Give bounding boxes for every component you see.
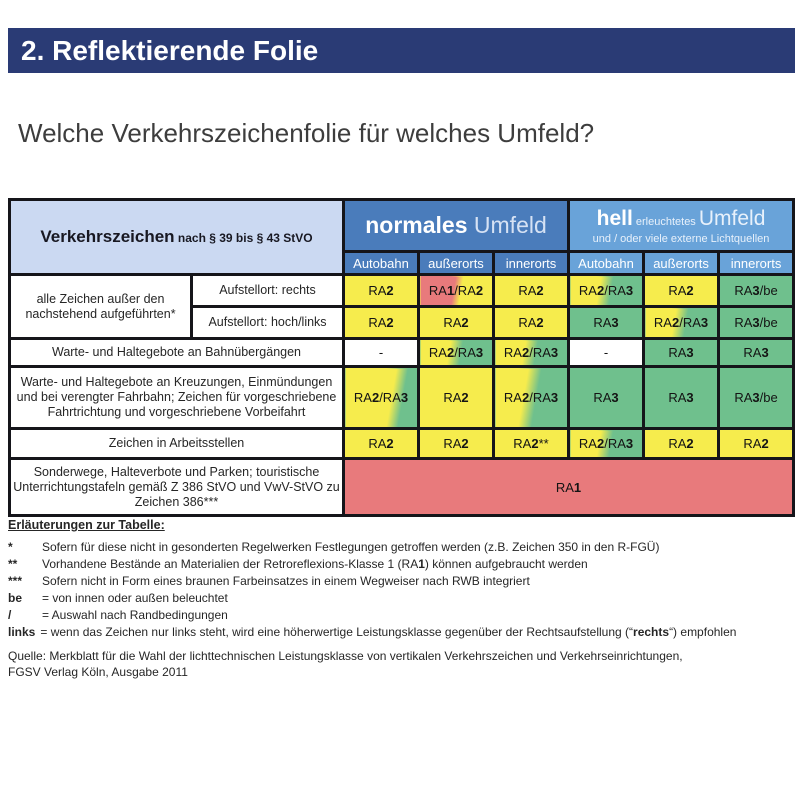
table-body <box>10 275 794 516</box>
group-normal-rest-label: Umfeld <box>467 212 547 238</box>
source-line-2: FGSV Verlag Köln, Ausgabe 2011 <box>8 665 188 679</box>
table-cell: RA2 <box>419 429 494 459</box>
table-cell: RA2 <box>644 429 719 459</box>
table-cell: - <box>344 339 419 367</box>
group-header-row <box>10 200 794 252</box>
group-hell-line1 <box>570 208 792 233</box>
table-row <box>10 275 794 307</box>
table-cell: RA2/RA3 <box>344 367 419 429</box>
row-label: Warte- und Haltegebote an Kreuzungen, Einmündungen und bei verengter Fahrbahn; Zeichen für vorgeschriebene Fahrtrichtung und vorgeschriebene Vorbeifahrt <box>10 367 344 429</box>
table-row <box>10 459 794 516</box>
table-cell: RA1/RA2 <box>419 275 494 307</box>
footnote-symbol: / <box>8 608 12 622</box>
table-cell: - <box>569 339 644 367</box>
column-header-ausserorts-hell: außerorts <box>644 252 719 275</box>
source-note <box>8 648 683 680</box>
table-row <box>10 367 794 429</box>
group-hell-subline: und / oder viele externe Lichtquellen <box>592 232 770 245</box>
table-cell: RA3 <box>644 367 719 429</box>
table-cell: RA2 <box>344 275 419 307</box>
column-header-innerorts-normal: innerorts <box>494 252 569 275</box>
table-cell: RA2 <box>344 429 419 459</box>
footnotes-heading: Erläuterungen zur Tabelle: <box>8 518 165 532</box>
table-row <box>10 429 794 459</box>
footnote-item <box>8 573 794 590</box>
group-header-hell-umfeld <box>569 200 794 252</box>
page-title: Welche Verkehrszeichenfolie für welches Umfeld? <box>18 118 595 148</box>
footnote-symbol: links <box>8 625 36 639</box>
footnote-symbol: be <box>8 591 23 605</box>
table-cell: RA2** <box>494 429 569 459</box>
footnotes-section <box>8 518 794 641</box>
table-cell: RA2 <box>494 307 569 339</box>
column-header-autobahn-normal: Autobahn <box>344 252 419 275</box>
table-cell: RA2/RA3 <box>419 339 494 367</box>
table-cell: RA2/RA3 <box>494 339 569 367</box>
footnote-text: Sofern nicht in Form eines braunen Farbeinsatzes in einem Wegweiser nach RWB integriert <box>42 574 530 588</box>
group-hell-rest-label: Umfeld <box>698 206 766 230</box>
table-row <box>10 339 794 367</box>
row-label: alle Zeichen außer den nachstehend aufgeführten* <box>10 275 192 339</box>
group-normal-bold-label: normales <box>365 212 468 238</box>
footnote-item <box>8 590 794 607</box>
table-cell: RA1 <box>344 459 794 516</box>
table-cell: RA3/be <box>719 307 794 339</box>
source-line-1: Quelle: Merkblatt für die Wahl der lichttechnischen Leistungsklasse von vertikalen Verkehrszeichen und Verkehrseinrichtungen, <box>8 649 683 663</box>
page-header-bar <box>8 28 795 73</box>
group-hell-bold-label: hell <box>596 206 633 230</box>
footnote-text: = von innen oder außen beleuchtet <box>42 591 228 605</box>
row-label: Warte- und Haltegebote an Bahnübergängen <box>10 339 344 367</box>
corner-title: Verkehrszeichen <box>40 227 175 246</box>
table-cell: RA2/RA3 <box>494 367 569 429</box>
footnote-text: Vorhandene Bestände an Materialien der Retroreflexions-Klasse 1 (RA1) können aufgebraucht werden <box>42 557 588 571</box>
row-label: Zeichen in Arbeitsstellen <box>10 429 344 459</box>
column-header-innerorts-hell: innerorts <box>719 252 794 275</box>
table-cell: RA2 <box>419 307 494 339</box>
footnote-item <box>8 539 794 556</box>
footnote-text: = wenn das Zeichen nur links steht, wird eine höherwertige Leistungsklasse gegenüber der Rechtsaufstellung (“rechts“) empfohlen <box>40 625 737 639</box>
group-header-normales-umfeld <box>344 200 569 252</box>
page-header-title: 2. Reflektierende Folie <box>21 35 319 66</box>
column-header-autobahn-hell: Autobahn <box>569 252 644 275</box>
column-header-ausserorts-normal: außerorts <box>419 252 494 275</box>
table-cell: RA2 <box>494 275 569 307</box>
footnotes-list <box>8 539 794 641</box>
table-cell: RA2/RA3 <box>569 429 644 459</box>
table-cell: RA3 <box>569 367 644 429</box>
table-cell: RA2/RA3 <box>644 307 719 339</box>
footnote-item <box>8 607 794 624</box>
footnote-symbol: ** <box>8 557 18 571</box>
table-cell: RA3 <box>569 307 644 339</box>
table-cell: RA3/be <box>719 275 794 307</box>
table-cell: RA3 <box>719 339 794 367</box>
footnote-item <box>8 624 794 641</box>
row-sublabel: Aufstellort: rechts <box>192 275 344 307</box>
footnote-symbol: *** <box>8 574 23 588</box>
footnote-text: Sofern für diese nicht in gesonderten Regelwerken Festlegungen getroffen werden (z.B. Zeichen 350 in den R-FGÜ) <box>42 540 660 554</box>
corner-header-verkehrszeichen <box>10 200 344 275</box>
footnote-text: = Auswahl nach Randbedingungen <box>42 608 228 622</box>
row-sublabel: Aufstellort: hoch/links <box>192 307 344 339</box>
table-cell: RA2 <box>419 367 494 429</box>
row-label: Sonderwege, Halteverbote und Parken; touristische Unterrichtungstafeln gemäß Z 386 StVO und VwV-StVO zu Zeichen 386*** <box>10 459 344 516</box>
corner-subtitle: nach § 39 bis § 43 StVO <box>174 231 313 245</box>
table-cell: RA2/RA3 <box>569 275 644 307</box>
footnote-item <box>8 556 794 573</box>
table-cell: RA2 <box>719 429 794 459</box>
foil-environment-table <box>8 198 795 517</box>
table-cell: RA3 <box>644 339 719 367</box>
table-cell: RA2 <box>344 307 419 339</box>
table-cell: RA3/be <box>719 367 794 429</box>
group-hell-mid-label: erleuchtetes <box>632 215 699 228</box>
table-cell: RA2 <box>644 275 719 307</box>
footnote-symbol: * <box>8 540 13 554</box>
